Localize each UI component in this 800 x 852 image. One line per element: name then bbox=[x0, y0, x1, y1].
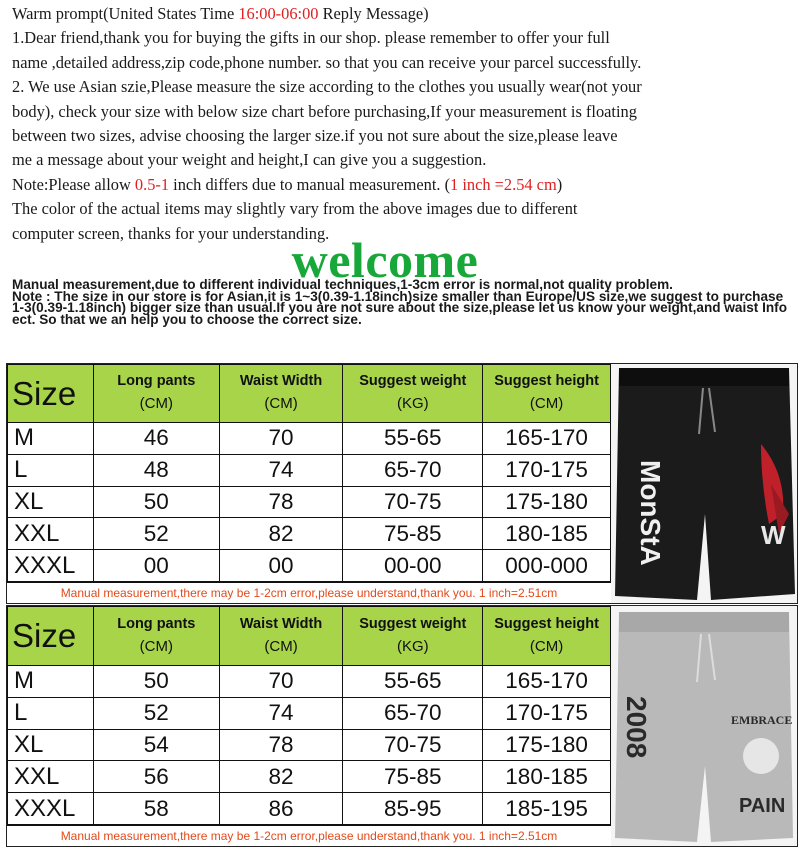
col-unit: (CM) bbox=[529, 637, 564, 655]
size-cell: L bbox=[8, 697, 94, 729]
col-header bbox=[343, 607, 483, 666]
value-cell: 175-180 bbox=[483, 486, 611, 518]
table-footer: Manual measurement,there may be 1-2cm error,please understand,thank you. 1 inch=2.51cm bbox=[7, 825, 611, 846]
value-cell: 175-180 bbox=[483, 729, 611, 761]
value-cell: 170-175 bbox=[483, 697, 611, 729]
inch-conversion: 1 inch =2.54 cm bbox=[450, 174, 557, 194]
table-row bbox=[8, 729, 611, 761]
value-cell: 165-170 bbox=[483, 423, 611, 455]
size-cell: XL bbox=[8, 486, 94, 518]
value-cell: 50 bbox=[93, 486, 219, 518]
size-cell: M bbox=[8, 423, 94, 455]
col-name: Suggest height bbox=[494, 615, 599, 632]
grey-shorts-image bbox=[611, 606, 797, 846]
prompt-line bbox=[12, 2, 792, 26]
col-header bbox=[483, 607, 611, 666]
value-cell: 82 bbox=[219, 518, 343, 550]
value-cell: 180-185 bbox=[483, 518, 611, 550]
value-cell: 74 bbox=[219, 697, 343, 729]
size-chart-grey bbox=[6, 605, 798, 847]
size-cell: XXL bbox=[8, 761, 94, 793]
value-cell: 75-85 bbox=[343, 761, 483, 793]
prompt-line: me a message about your weight and height,I can give you a suggestion. bbox=[12, 150, 487, 170]
value-cell: 46 bbox=[93, 423, 219, 455]
value-cell: 56 bbox=[93, 761, 219, 793]
size-table bbox=[7, 364, 611, 582]
photo-top-text: EMBRACE bbox=[731, 713, 793, 727]
reply-time: 16:00-06:00 bbox=[238, 4, 319, 23]
table-row bbox=[8, 761, 611, 793]
table-footer: Manual measurement,there may be 1-2cm error,please understand,thank you. 1 inch=2.51cm bbox=[7, 582, 611, 603]
size-cell: XXXL bbox=[8, 793, 94, 825]
table-row bbox=[8, 518, 611, 550]
value-cell: 74 bbox=[219, 454, 343, 486]
size-cell: XL bbox=[8, 729, 94, 761]
tolerance-value: 0.5-1 bbox=[134, 174, 170, 194]
col-name: Waist Width bbox=[239, 373, 323, 389]
svg-text:W: W bbox=[761, 520, 786, 550]
size-cell: XXL bbox=[8, 518, 94, 550]
note-paragraph: Note : The size in our store is for Asian,it is 1~3(0.39-1.18inch)size smaller than Europe/US size,we suggest to purchase 1-3(0.39-1.18inch) bigger size than usual.If you are not sure about the size,please let us know your weight,and waist Info ect. So that we an help you to choose the correct size. bbox=[12, 288, 788, 327]
black-shorts-photo bbox=[611, 364, 797, 603]
value-cell: 70 bbox=[219, 423, 343, 455]
size-cell: M bbox=[8, 666, 94, 698]
col-unit: (CM) bbox=[139, 637, 173, 655]
value-cell: 00-00 bbox=[343, 550, 483, 582]
value-cell: 58 bbox=[93, 793, 219, 825]
warm-prompt bbox=[12, 2, 792, 246]
value-cell: 165-170 bbox=[483, 666, 611, 698]
col-header bbox=[93, 365, 219, 423]
prompt-text: Reply Message) bbox=[318, 4, 429, 23]
table-row bbox=[8, 793, 611, 825]
value-cell: 52 bbox=[93, 697, 219, 729]
col-unit: (CM) bbox=[264, 637, 298, 655]
prompt-line: 2. We use Asian szie,Please measure the size according to the clothes you usually wear(not your bbox=[12, 77, 642, 97]
value-cell: 50 bbox=[93, 666, 219, 698]
value-cell: 52 bbox=[93, 518, 219, 550]
col-header bbox=[93, 607, 219, 666]
prompt-text: Warm prompt(United States Time bbox=[12, 4, 239, 23]
col-unit: (CM) bbox=[139, 395, 173, 412]
col-name: Long pants bbox=[117, 615, 196, 632]
black-shorts-image bbox=[611, 364, 797, 603]
photo-bottom-text: PAIN bbox=[739, 795, 786, 817]
col-header bbox=[483, 365, 611, 423]
value-cell: 170-175 bbox=[483, 454, 611, 486]
col-unit: (KG) bbox=[396, 395, 429, 412]
value-cell: 78 bbox=[219, 486, 343, 518]
value-cell: 00 bbox=[219, 550, 343, 582]
col-name: Waist Width bbox=[239, 615, 323, 632]
grey-shorts-photo bbox=[611, 606, 797, 846]
value-cell: 48 bbox=[93, 454, 219, 486]
value-cell: 78 bbox=[219, 729, 343, 761]
value-cell: 75-85 bbox=[343, 518, 483, 550]
value-cell: 85-95 bbox=[343, 793, 483, 825]
col-name: Suggest height bbox=[494, 373, 599, 389]
prompt-line: computer screen, thanks for your understanding. bbox=[12, 223, 330, 243]
size-chart-black bbox=[6, 363, 798, 604]
value-cell: 65-70 bbox=[343, 454, 483, 486]
col-unit: (CM) bbox=[529, 395, 564, 412]
prompt-line bbox=[12, 173, 792, 197]
note-paragraph: Manual measurement,due to different individual techniques,1-3cm error is normal,not quality problem. bbox=[12, 277, 673, 292]
value-cell: 70-75 bbox=[343, 486, 483, 518]
value-cell: 82 bbox=[219, 761, 343, 793]
table-row bbox=[8, 697, 611, 729]
value-cell: 65-70 bbox=[343, 697, 483, 729]
col-header bbox=[219, 365, 343, 423]
photo-side-text: 2008 bbox=[621, 696, 652, 759]
prompt-line: name ,detailed address,zip code,phone number. so that you can receive your parcel successfully. bbox=[12, 52, 642, 72]
prompt-text: Note:Please allow bbox=[12, 174, 135, 194]
table-row bbox=[8, 423, 611, 455]
photo-brand-text: MonStA bbox=[635, 460, 666, 566]
value-cell: 00 bbox=[93, 550, 219, 582]
col-name: Suggest weight bbox=[359, 615, 467, 632]
col-unit: (CM) bbox=[264, 395, 298, 412]
table-row bbox=[8, 666, 611, 698]
col-name: Long pants bbox=[117, 373, 196, 389]
col-header bbox=[343, 365, 483, 423]
prompt-text: ) bbox=[556, 174, 563, 194]
value-cell: 185-195 bbox=[483, 793, 611, 825]
size-header: Size bbox=[8, 607, 94, 666]
prompt-line: between two sizes, advise choosing the larger size.if you not sure about the size,please leave bbox=[12, 126, 618, 146]
size-header: Size bbox=[8, 365, 94, 423]
value-cell: 000-000 bbox=[483, 550, 611, 582]
value-cell: 54 bbox=[93, 729, 219, 761]
table-row bbox=[8, 550, 611, 582]
prompt-line: 1.Dear friend,thank you for buying the gifts in our shop. please remember to offer your full bbox=[12, 28, 610, 48]
header-row bbox=[8, 607, 611, 666]
prompt-text: inch differs due to manual measurement. ( bbox=[169, 174, 451, 194]
value-cell: 70-75 bbox=[343, 729, 483, 761]
prompt-line: The color of the actual items may slightly vary from the above images due to different bbox=[12, 199, 578, 219]
value-cell: 55-65 bbox=[343, 423, 483, 455]
value-cell: 70 bbox=[219, 666, 343, 698]
col-name: Suggest weight bbox=[359, 373, 467, 389]
prompt-line: body), check your size with below size chart before purchasing,If your measurement is floating bbox=[12, 101, 637, 121]
header-row bbox=[8, 365, 611, 423]
value-cell: 180-185 bbox=[483, 761, 611, 793]
table-row bbox=[8, 486, 611, 518]
size-cell: L bbox=[8, 454, 94, 486]
measurement-notes bbox=[12, 279, 794, 325]
size-table bbox=[7, 606, 611, 825]
size-cell: XXXL bbox=[8, 550, 94, 582]
table-row bbox=[8, 454, 611, 486]
value-cell: 86 bbox=[219, 793, 343, 825]
col-header bbox=[219, 607, 343, 666]
value-cell: 55-65 bbox=[343, 666, 483, 698]
welcome-heading: welcome bbox=[291, 232, 479, 288]
col-unit: (KG) bbox=[396, 637, 429, 655]
